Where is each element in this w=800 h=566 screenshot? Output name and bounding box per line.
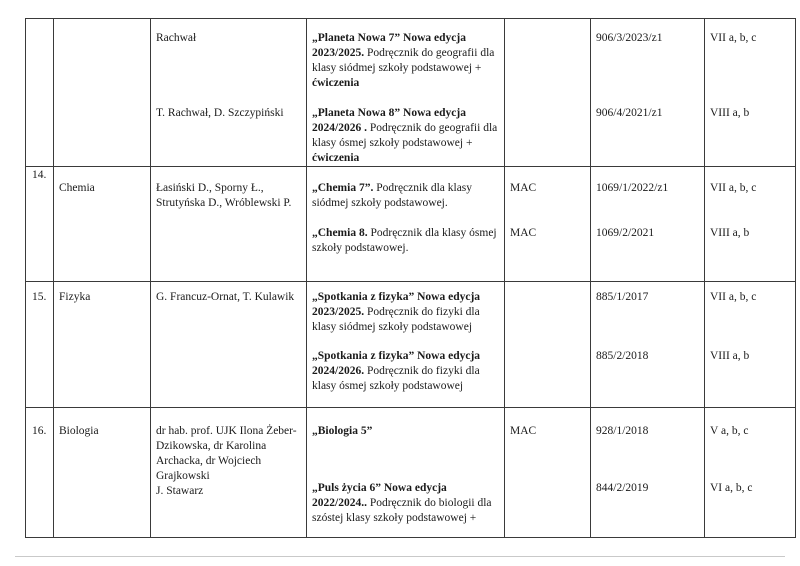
title-cell — [307, 167, 505, 282]
row-number: 15. — [26, 282, 54, 408]
title-text — [312, 481, 500, 526]
publisher-cell — [505, 408, 591, 538]
authors-text: Rachwał — [156, 32, 197, 44]
classes-cell — [705, 282, 796, 408]
title-bold: „Chemia 7”. — [312, 182, 374, 194]
publisher-cell — [505, 167, 591, 282]
title-text — [312, 349, 500, 394]
page-divider — [15, 556, 785, 557]
publisher-cell — [505, 19, 591, 167]
title-bold: „Planeta Nowa 7” Nowa edycja 2023/2025. — [312, 32, 466, 59]
approval-cell — [591, 19, 705, 167]
approval-number: 844/2/2019 — [596, 482, 649, 494]
row-number: 16. — [26, 408, 54, 538]
publisher-text: MAC — [510, 425, 537, 437]
authors-text: T. Rachwał, D. Szczypiński — [156, 107, 284, 119]
publisher-text — [510, 290, 586, 349]
table-row — [26, 282, 796, 408]
classes-text: V a, b, c — [710, 425, 749, 437]
classes-text: VI a, b, c — [710, 482, 753, 494]
subject-cell — [54, 19, 151, 167]
classes-text: VIII a, b — [710, 107, 750, 119]
subject-cell: Fizyka — [54, 282, 151, 408]
classes-text: VII a, b, c — [710, 291, 757, 303]
authors-text: dr hab. prof. UJK Ilona Żeber-Dzikowska, dr Karolina Archacka, dr Wojciech Grajkowski — [156, 425, 297, 482]
title-text — [312, 181, 500, 226]
authors-cell — [151, 282, 307, 408]
publisher-cell — [505, 282, 591, 408]
approval-number: 906/3/2023/z1 — [596, 32, 663, 44]
row-number — [26, 19, 54, 167]
title-cell — [307, 19, 505, 167]
approval-number: 906/4/2021/z1 — [596, 107, 663, 119]
title-bold: „Planeta Nowa 8” Nowa edycja 2024/2026 . — [312, 107, 466, 134]
classes-text: VII a, b, c — [710, 32, 757, 44]
title-text — [312, 290, 500, 349]
authors-cell — [151, 19, 307, 167]
title-bold-end: ćwiczenia — [312, 77, 360, 89]
title-text — [312, 31, 500, 106]
table-row — [26, 408, 796, 538]
title-cell — [307, 408, 505, 538]
authors-text: J. Stawarz — [156, 485, 204, 497]
textbook-table — [25, 18, 796, 538]
row-number: 14. — [26, 167, 54, 282]
title-cell — [307, 282, 505, 408]
classes-cell — [705, 408, 796, 538]
approval-number: 885/2/2018 — [596, 350, 649, 362]
table-row — [26, 19, 796, 167]
approval-cell — [591, 408, 705, 538]
title-rest: Podręcznik do geografii dla klasy siódmej szkoły podstawowej + — [312, 47, 495, 74]
title-bold: „Spotkania z fizyka” Nowa edycja 2023/2025. — [312, 291, 481, 318]
authors-text: Łasiński D., Sporny Ł., Strutyńska D., Wróblewski P. — [156, 182, 292, 209]
approval-number: 885/1/2017 — [596, 291, 649, 303]
approval-cell — [591, 167, 705, 282]
publisher-text: MAC — [510, 182, 537, 194]
classes-text: VII a, b, c — [710, 182, 757, 194]
authors-text: G. Francuz-Ornat, T. Kulawik — [156, 291, 295, 303]
table-row — [26, 167, 796, 282]
approval-number: 928/1/2018 — [596, 425, 649, 437]
authors-cell — [151, 408, 307, 538]
title-bold: „Biologia 5” — [312, 425, 373, 437]
approval-number: 1069/1/2022/z1 — [596, 182, 669, 194]
title-rest: Podręcznik do biologii dla szóstej klasy szkoły podstawowej + — [312, 497, 492, 524]
publisher-text — [510, 31, 586, 106]
title-rest: Podręcznik do fizyki dla klasy ósmej szkoły podstawowej — [312, 365, 480, 392]
title-bold: „Spotkania z fizyka” Nowa edycja 2024/2026. — [312, 350, 481, 377]
approval-number: 1069/2/2021 — [596, 227, 655, 239]
title-rest: Podręcznik dla klasy ósmej szkoły podstawowej. — [312, 227, 497, 254]
classes-cell — [705, 19, 796, 167]
title-rest: Podręcznik dla klasy siódmej szkoły podstawowej. — [312, 182, 473, 209]
title-text — [312, 106, 500, 166]
title-bold-end: ćwiczenia — [312, 152, 360, 164]
title-text — [312, 226, 500, 256]
subject-cell: Biologia — [54, 408, 151, 538]
title-bold: „Puls życia 6” Nowa edycja 2022/2024.. — [312, 482, 447, 509]
approval-cell — [591, 282, 705, 408]
title-rest: Podręcznik do fizyki dla klasy siódmej szkoły podstawowej — [312, 306, 480, 333]
subject-cell: Chemia — [54, 167, 151, 282]
classes-cell — [705, 167, 796, 282]
title-rest: Podręcznik do geografii dla klasy ósmej szkoły podstawowej + — [312, 122, 498, 149]
classes-text: VIII a, b — [710, 227, 750, 239]
title-text — [312, 424, 500, 481]
classes-text: VIII a, b — [710, 350, 750, 362]
title-bold: „Chemia 8. — [312, 227, 368, 239]
authors-cell — [151, 167, 307, 282]
publisher-text: MAC — [510, 227, 537, 239]
